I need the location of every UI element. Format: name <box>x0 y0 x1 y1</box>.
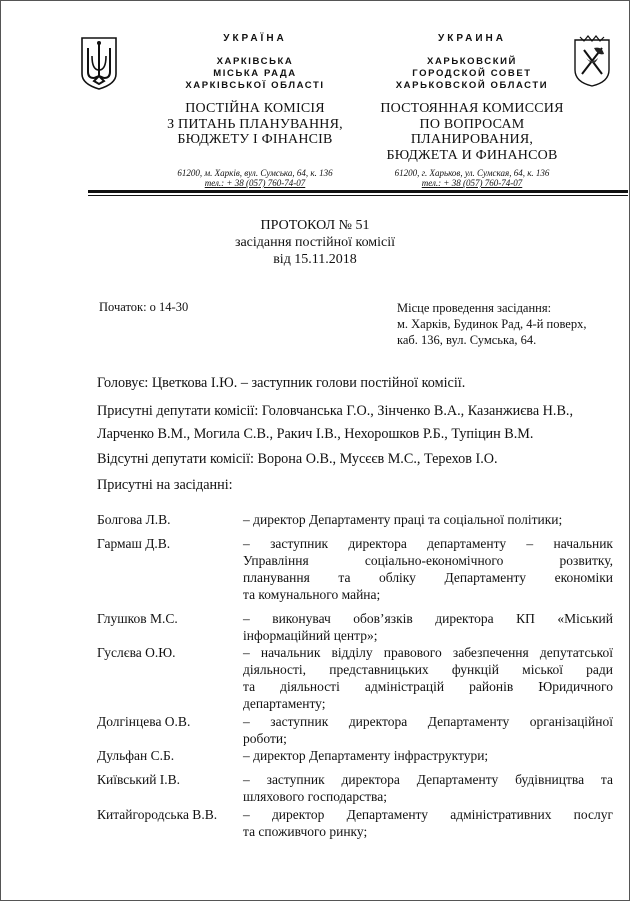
country-ru: УКРАИНА <box>438 33 506 44</box>
attendee-position: – заступник директора департаменту – начальник Управління соціально-економічного розвитку, планування та обліку Департаменту економіки та комунального майна; <box>243 536 613 602</box>
council-name-ua: ХАРКІВСЬКА МІСЬКА РАДА ХАРКІВСЬКОЇ ОБЛАСТІ <box>185 56 325 91</box>
absent-deputies-paragraph: Відсутні депутати комісії: Ворона О.В., Мусєєв М.С., Терехов І.О. <box>97 451 498 467</box>
present-deputies-paragraph: Присутні депутати комісії: Головчанська Г.О., Зінченко В.А., Казанжиєва Н.В., Ларченко В.М., Могила С.В., Ракич І.В., Нехорошков Р.Б., Тупіцин В.М. <box>97 403 574 442</box>
attendee-position: – заступник директора Департаменту організаційної роботи; <box>243 714 613 746</box>
attendee-position: – начальник відділу правового забезпечення депутатської діяльності, представницьких функцій міської ради та діяльності адміністрацій районів Юридичного департаменту; <box>243 645 613 711</box>
attendee-name: Китайгородська В.В. <box>97 807 218 822</box>
letterhead-divider-thin <box>88 195 628 196</box>
meeting-place: Місце проведення засідання: м. Харків, Будинок Рад, 4-й поверх, каб. 136, вул. Сумська, 64. <box>397 301 587 347</box>
attendee-name: Глушков М.С. <box>97 611 178 626</box>
attendee-name: Дульфан С.Б. <box>97 748 175 763</box>
country-ua: УКРАЇНА <box>223 33 287 44</box>
protocol-subtitle: засідання постійної комісії <box>234 235 396 250</box>
commission-name-ru: ПОСТОЯННАЯ КОМИССИЯ ПО ВОПРОСАМ ПЛАНИРОВАНИЯ, БЮДЖЕТА И ФИНАНСОВ <box>380 101 564 163</box>
council-name-ru: ХАРЬКОВСКИЙ ГОРОДСКОЙ СОВЕТ ХАРЬКОВСКОЙ ОБЛАСТИ <box>395 56 549 91</box>
attendee-name: Болгова Л.В. <box>97 512 171 527</box>
trident-emblem-icon <box>80 36 118 90</box>
address-ua: 61200, м. Харків, вул. Сумська, 64, к. 136 тел.: + 38 (057) 760-74-07 <box>177 168 333 188</box>
attendee-position: – директор Департаменту адміністративних послуг та споживчого ринку; <box>243 807 613 839</box>
attendee-name: Долгінцева О.В. <box>97 714 191 729</box>
attendee-position: – директор Департаменту інфраструктури; <box>243 748 489 763</box>
attendee-name: Київський І.В. <box>97 772 181 787</box>
protocol-title: ПРОТОКОЛ № 51 <box>260 218 370 233</box>
protocol-heading <box>120 217 510 268</box>
attendee-name: Гармаш Д.В. <box>97 536 171 551</box>
present-heading: Присутні на засіданні: <box>97 477 233 493</box>
protocol-date: від 15.11.2018 <box>273 252 357 267</box>
meeting-start-time: Початок: о 14-30 <box>99 300 189 314</box>
commission-name-ua: ПОСТІЙНА КОМІСІЯ З ПИТАНЬ ПЛАНУВАННЯ, БЮДЖЕТУ І ФІНАНСІВ <box>167 101 343 147</box>
attendee-position: – виконувач обов’язків директора КП «Міський інформаційний центр»; <box>243 611 613 643</box>
attendee-position: – заступник директора Департаменту будівництва та шляхового господарства; <box>243 772 613 804</box>
letterhead-divider-thick <box>88 190 628 193</box>
attendee-position: – директор Департаменту праці та соціальної політики; <box>243 512 563 527</box>
address-ru: 61200, г. Харьков, ул. Сумская, 64, к. 136 тел.: + 38 (057) 760-74-07 <box>394 168 550 188</box>
attendee-name: Гуслєва О.Ю. <box>97 645 176 660</box>
chair-paragraph: Головує: Цветкова І.Ю. – заступник голови постійної комісії. <box>97 375 466 391</box>
